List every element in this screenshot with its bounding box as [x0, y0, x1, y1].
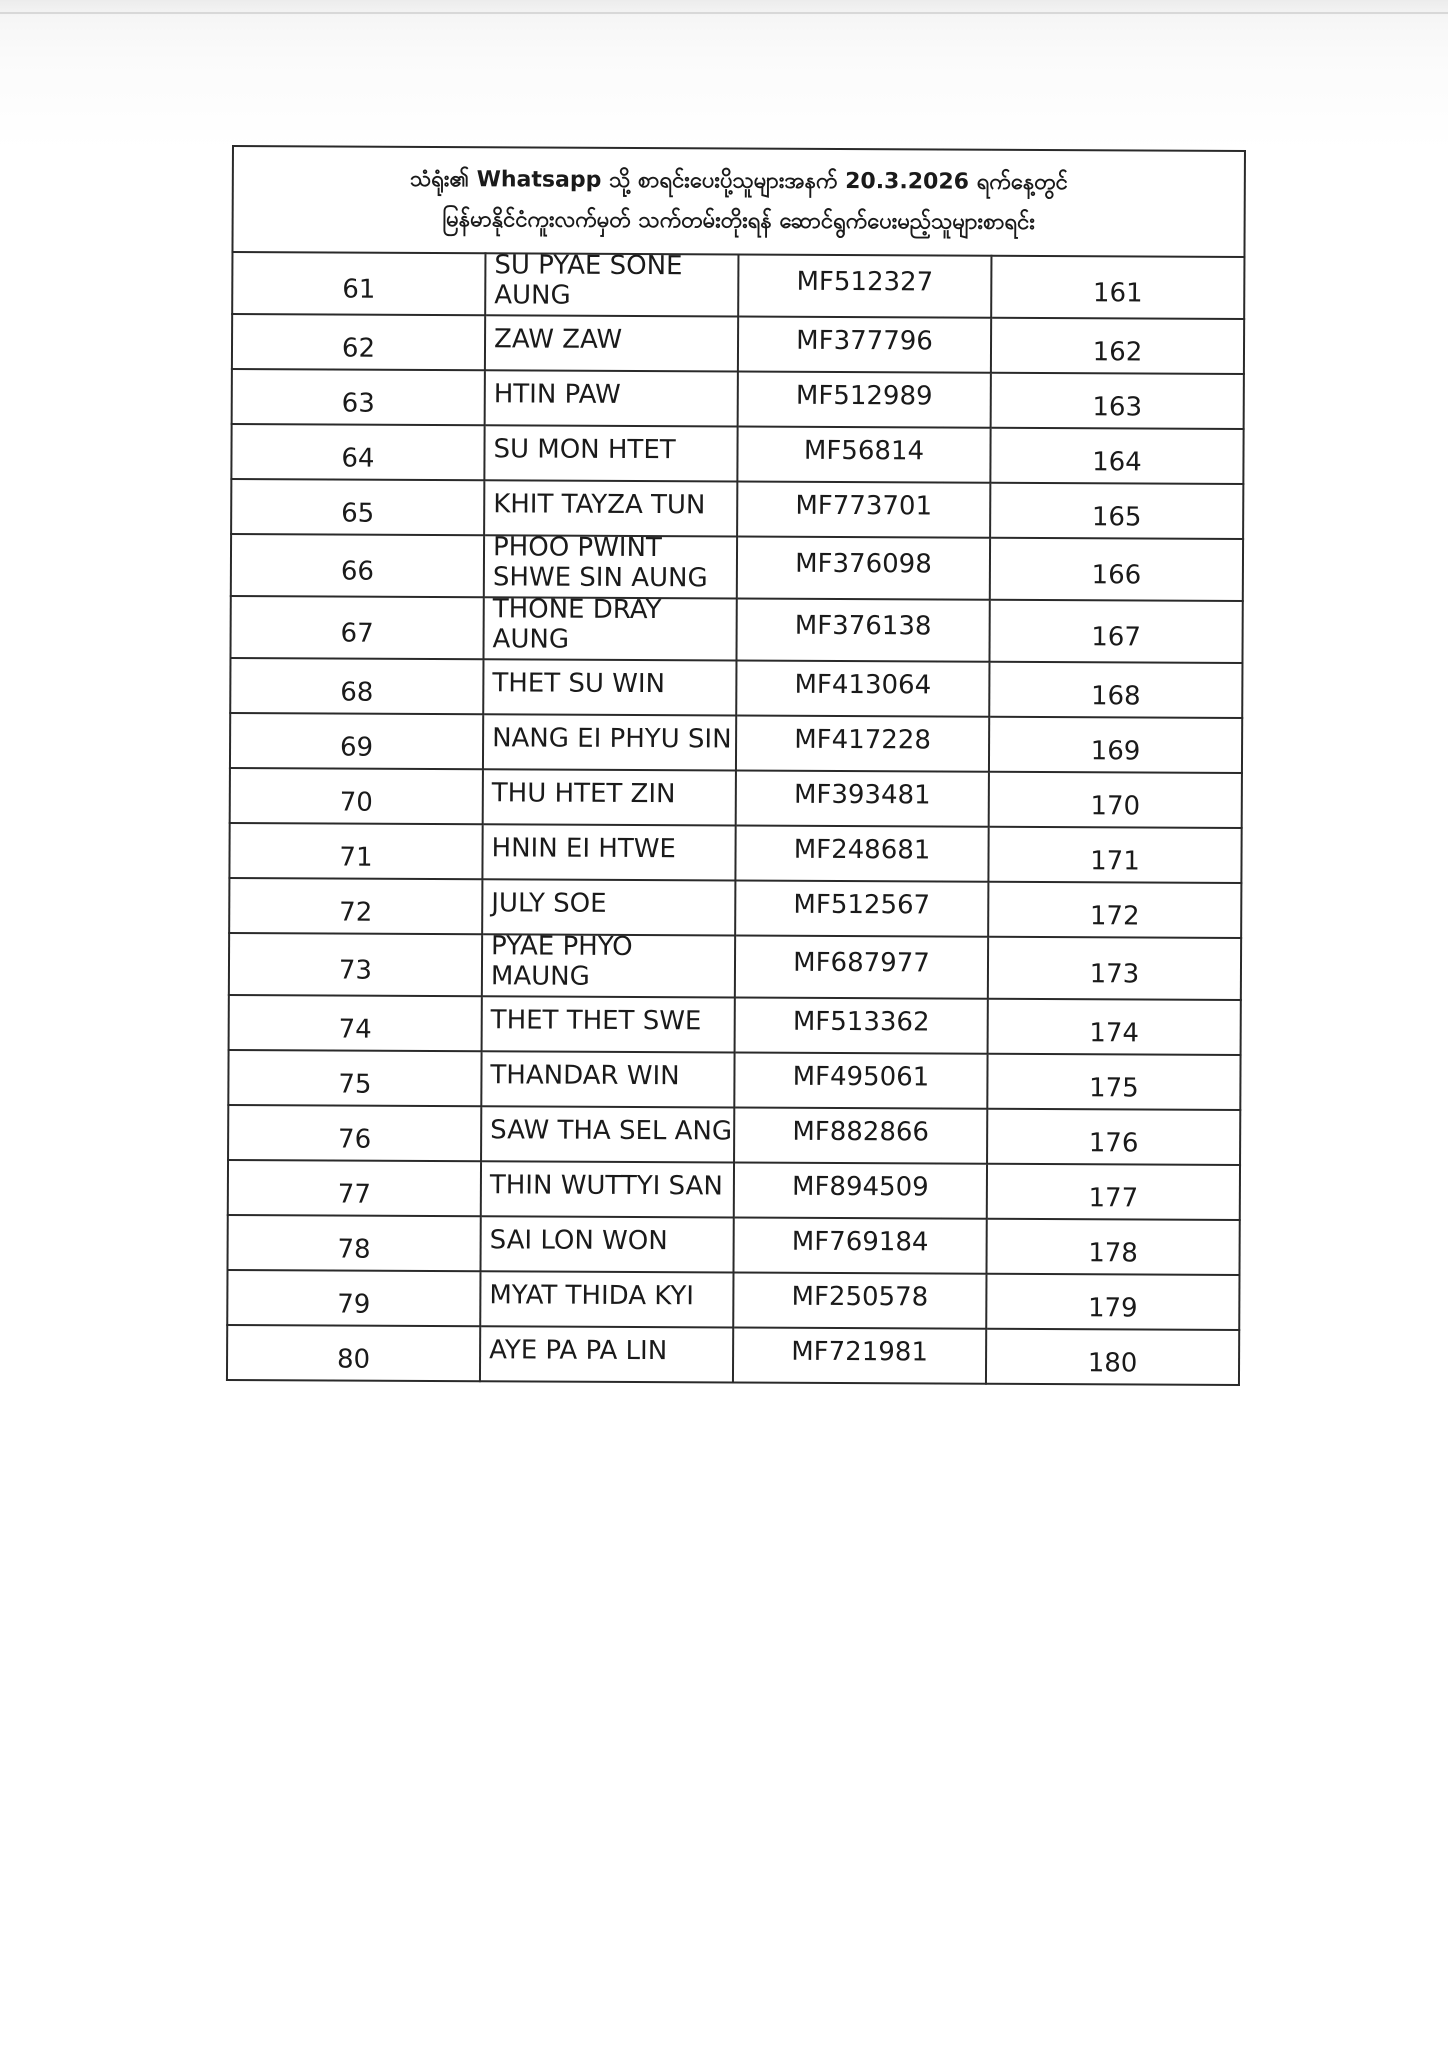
- applicant-name: MYAT THIDA KYI: [489, 1279, 695, 1311]
- passport-number: MF250578: [791, 1281, 929, 1312]
- row-number-cell: [228, 1215, 481, 1271]
- sequence-number: 172: [1089, 900, 1140, 931]
- applicant-name: KHIT TAYZA TUN: [493, 488, 706, 520]
- row-number: 66: [340, 556, 375, 587]
- row-number-cell: [230, 658, 483, 714]
- row-number-cell: [230, 713, 483, 769]
- row-number: 76: [338, 1124, 372, 1155]
- row-number: 78: [337, 1234, 371, 1265]
- row-number: 73: [338, 955, 373, 986]
- applicant-name-cell: [484, 425, 737, 481]
- applicant-name: SU MON HTET: [493, 433, 676, 465]
- row-number: 67: [340, 618, 374, 649]
- sequence-number: 170: [1090, 790, 1141, 821]
- passport-number: MF513362: [792, 1006, 930, 1037]
- passport-number-cell: [734, 1162, 987, 1218]
- passport-number-cell: [736, 770, 989, 826]
- row-number-cell: [227, 1325, 480, 1381]
- applicant-name: THET THET SWE: [490, 1004, 702, 1036]
- sequence-number-cell: [989, 772, 1242, 828]
- table-row: [228, 1160, 1240, 1220]
- row-number: 72: [339, 897, 373, 928]
- sequence-number-cell: [987, 1164, 1240, 1220]
- sequence-number: 174: [1089, 1017, 1140, 1048]
- row-number: 79: [337, 1289, 371, 1320]
- applicant-name: PYAE PHYO MAUNG: [490, 931, 633, 992]
- passport-renewal-table: [226, 145, 1246, 1386]
- row-number-cell: [231, 479, 484, 535]
- applicant-name: SAI LON WON: [489, 1224, 668, 1256]
- passport-number-cell: [738, 316, 991, 372]
- applicant-name-cell: [485, 370, 738, 426]
- row-number: 68: [340, 677, 374, 708]
- applicant-name: AYE PA PA LIN: [489, 1334, 668, 1366]
- table-row: [231, 534, 1243, 601]
- passport-number: MF376138: [794, 610, 932, 642]
- applicant-name-cell: [483, 714, 736, 770]
- table-row: [230, 596, 1242, 663]
- applicant-name-cell: [481, 1106, 734, 1162]
- passport-number-cell: [734, 1107, 987, 1163]
- row-number-cell: [229, 823, 482, 879]
- sequence-number: 164: [1092, 446, 1142, 477]
- sequence-number: 162: [1092, 336, 1143, 367]
- passport-number: MF377796: [796, 325, 933, 356]
- applicant-name-cell: [482, 824, 735, 880]
- applicant-name: HNIN EI HTWE: [491, 832, 676, 864]
- applicant-name: THET SU WIN: [492, 667, 666, 699]
- passport-number-cell: [735, 935, 988, 998]
- row-number: 64: [341, 443, 375, 474]
- sequence-number-cell: [989, 600, 1242, 663]
- applicant-name-cell: [480, 1216, 733, 1272]
- sequence-number: 171: [1090, 845, 1140, 876]
- passport-number: MF882866: [792, 1116, 930, 1147]
- sequence-number-cell: [989, 662, 1242, 718]
- sequence-number-cell: [990, 483, 1243, 539]
- table-row: [229, 878, 1241, 938]
- passport-number-cell: [733, 1217, 986, 1273]
- row-number-cell: [228, 1050, 481, 1106]
- passport-number-cell: [733, 1327, 986, 1383]
- applicant-name-cell: [481, 1161, 734, 1217]
- sequence-number-cell: [987, 1054, 1240, 1110]
- passport-number: MF413064: [794, 669, 932, 700]
- applicant-name-cell: [481, 1051, 734, 1107]
- passport-number: MF248681: [793, 834, 931, 865]
- passport-number-cell: [733, 1272, 986, 1328]
- applicant-name-cell: [482, 996, 735, 1052]
- row-number: 61: [342, 274, 376, 305]
- applicant-name: JULY SOE: [491, 887, 607, 919]
- passport-number-cell: [735, 997, 988, 1053]
- passport-number: MF376098: [795, 548, 932, 580]
- table-body: [227, 146, 1245, 1385]
- sequence-number-cell: [991, 373, 1244, 429]
- passport-number-cell: [738, 254, 991, 317]
- applicant-name-cell: [480, 1271, 733, 1327]
- applicant-name-cell: [484, 480, 737, 536]
- passport-number: MF512989: [795, 380, 933, 411]
- sequence-number-cell: [991, 256, 1244, 319]
- passport-number-cell: [736, 715, 989, 771]
- row-number: 75: [338, 1069, 372, 1100]
- passport-number: MF687977: [793, 947, 930, 979]
- applicant-name-cell: [484, 532, 737, 598]
- row-number-cell: [227, 1270, 480, 1326]
- row-number: 65: [341, 498, 375, 529]
- table-row: [231, 424, 1243, 484]
- passport-number-cell: [737, 481, 990, 537]
- applicant-name: NANG EI PHYU SIN: [492, 722, 732, 754]
- table-title-row: [232, 146, 1245, 257]
- sequence-number-cell: [991, 318, 1244, 374]
- sequence-number: 169: [1090, 735, 1141, 766]
- passport-number: MF512327: [796, 266, 934, 298]
- passport-number-cell: [736, 660, 989, 716]
- sequence-number: 175: [1089, 1072, 1139, 1103]
- applicant-name: THANDAR WIN: [490, 1059, 680, 1091]
- row-number: 74: [338, 1014, 372, 1045]
- applicant-name-cell: [482, 931, 735, 997]
- applicant-name: HTIN PAW: [493, 378, 621, 410]
- scan-shadow: [0, 0, 1448, 150]
- passport-number: MF56814: [803, 435, 925, 466]
- sequence-number: 173: [1089, 959, 1140, 990]
- passport-number-cell: [737, 536, 990, 599]
- sequence-number: 166: [1091, 560, 1142, 591]
- table-row: [227, 1325, 1239, 1385]
- row-number-cell: [230, 596, 483, 659]
- row-number: 80: [336, 1344, 371, 1375]
- row-number: 63: [341, 388, 375, 419]
- table-row: [228, 1215, 1240, 1275]
- sequence-number: 167: [1091, 622, 1141, 653]
- sequence-number-cell: [989, 717, 1242, 773]
- applicant-name-cell: [485, 315, 738, 371]
- table-row: [228, 1050, 1240, 1110]
- row-number-cell: [228, 1105, 481, 1161]
- passport-number-cell: [734, 1052, 987, 1108]
- applicant-name-cell: [483, 769, 736, 825]
- applicant-name-cell: [483, 594, 736, 660]
- row-number: 70: [339, 787, 373, 818]
- applicant-name: THU HTET ZIN: [491, 777, 676, 809]
- table-row: [230, 768, 1242, 828]
- row-number-cell: [232, 369, 485, 425]
- table-row: [227, 1270, 1239, 1330]
- sequence-number: 176: [1088, 1127, 1139, 1158]
- passport-number: MF769184: [791, 1226, 929, 1257]
- table-title: [232, 146, 1245, 257]
- sequence-number-cell: [987, 1109, 1240, 1165]
- table-row: [229, 823, 1241, 883]
- applicant-name-cell: [485, 250, 738, 316]
- row-number-cell: [231, 534, 484, 597]
- sequence-number-cell: [986, 1329, 1239, 1385]
- table-row: [232, 252, 1244, 319]
- table-row: [232, 314, 1244, 374]
- passport-number: MF894509: [792, 1171, 929, 1202]
- sequence-number: 161: [1092, 278, 1143, 309]
- sequence-number: 168: [1090, 680, 1141, 711]
- applicant-name: ZAW ZAW: [493, 323, 623, 355]
- row-number: 62: [341, 333, 376, 364]
- sequence-number: 179: [1087, 1292, 1138, 1323]
- passport-number: MF512567: [793, 889, 931, 920]
- sequence-number: 177: [1088, 1182, 1139, 1213]
- title-line-1: သံရုံး၏ Whatsapp သို့ စာရင်းပေးပို့သူများအနက် 20.3.2026 ရက်နေ့တွင်: [409, 166, 1068, 196]
- sequence-number-cell: [988, 937, 1241, 1000]
- row-number-cell: [231, 424, 484, 480]
- table-row: [230, 658, 1242, 718]
- applicant-name: THONE DRAY AUNG: [492, 594, 662, 655]
- row-number-cell: [229, 878, 482, 934]
- applicant-name: SAW THA SEL ANG: [490, 1114, 733, 1146]
- passport-number: MF773701: [795, 490, 933, 521]
- row-number-cell: [232, 252, 485, 315]
- row-number-cell: [230, 768, 483, 824]
- applicant-name: SU PYAE SONE AUNG: [494, 250, 683, 311]
- table-row: [229, 933, 1241, 1000]
- sequence-number-cell: [988, 827, 1241, 883]
- applicant-name: THIN WUTTYI SAN: [489, 1169, 723, 1201]
- sequence-number-cell: [988, 882, 1241, 938]
- row-number: 71: [339, 842, 373, 873]
- sequence-number-cell: [986, 1219, 1239, 1275]
- table-row: [231, 479, 1243, 539]
- applicant-name-cell: [483, 659, 736, 715]
- applicant-name: PHOO PWINT SHWE SIN AUNG: [492, 532, 708, 594]
- passport-number: MF721981: [791, 1336, 928, 1367]
- sequence-number-cell: [988, 999, 1241, 1055]
- sequence-number-cell: [990, 428, 1243, 484]
- passport-number: MF417228: [794, 724, 931, 755]
- row-number-cell: [229, 995, 482, 1051]
- passport-number-cell: [737, 426, 990, 482]
- row-number: 77: [337, 1179, 371, 1210]
- applicant-name-cell: [480, 1326, 733, 1382]
- passport-number-cell: [738, 371, 991, 427]
- sequence-number: 180: [1087, 1347, 1138, 1378]
- passport-number-cell: [736, 598, 989, 661]
- sequence-number: 178: [1088, 1237, 1138, 1268]
- applicant-name-cell: [482, 879, 735, 935]
- table-row: [228, 1105, 1240, 1165]
- passport-number-cell: [735, 825, 988, 881]
- sequence-number-cell: [986, 1274, 1239, 1330]
- row-number-cell: [229, 933, 482, 996]
- passport-number-cell: [735, 880, 988, 936]
- passport-number: MF393481: [793, 779, 931, 810]
- table-row: [230, 713, 1242, 773]
- sequence-number: 163: [1092, 391, 1143, 422]
- table-row: [232, 369, 1244, 429]
- row-number-cell: [228, 1160, 481, 1216]
- row-number-cell: [232, 314, 485, 370]
- passport-number: MF495061: [792, 1061, 930, 1092]
- table-row: [229, 995, 1241, 1055]
- title-line-2: မြန်မာနိုင်ငံကူးလက်မှတ် သက်တမ်းတိုးရန် ဆောင်ရွက်ပေးမည့်သူများစာရင်း: [442, 207, 1035, 235]
- scan-edge-line: [0, 12, 1448, 14]
- sequence-number-cell: [990, 538, 1243, 601]
- sequence-number: 165: [1091, 501, 1142, 532]
- row-number: 69: [339, 732, 374, 763]
